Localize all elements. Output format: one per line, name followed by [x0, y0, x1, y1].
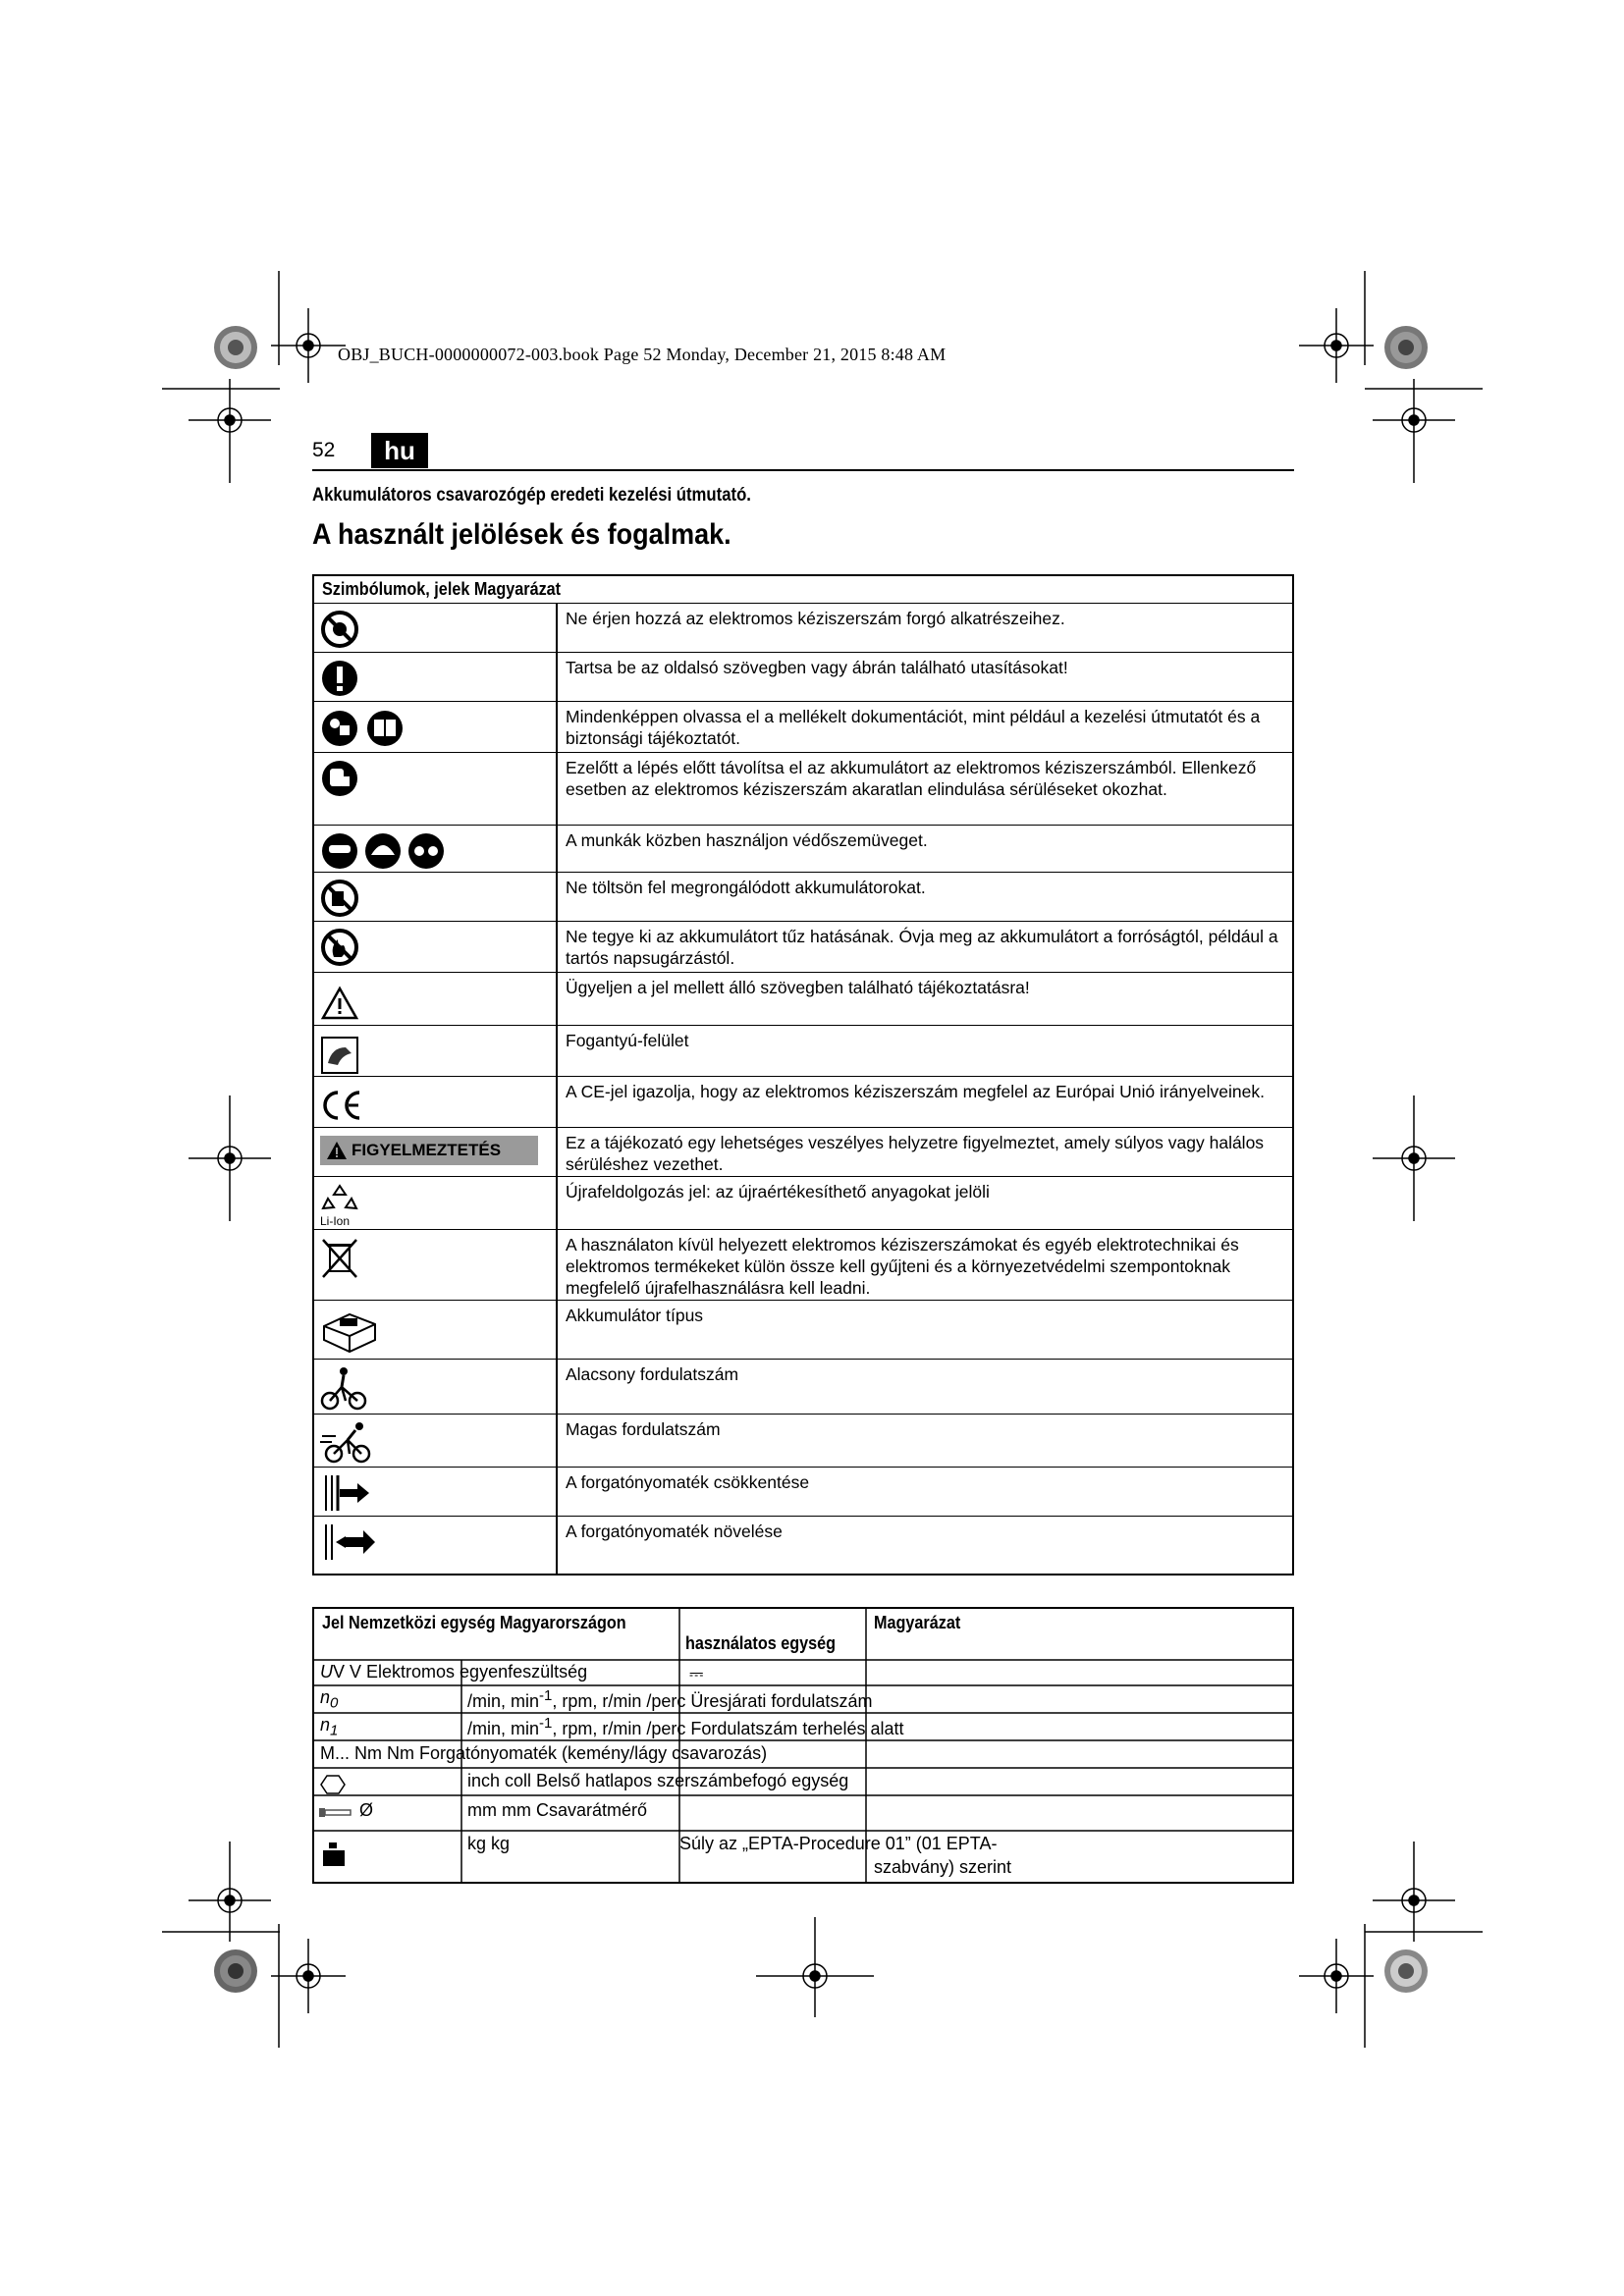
table-row [314, 1176, 1292, 1229]
table-row [314, 1414, 1292, 1467]
symbol-n1: n [320, 1715, 331, 1735]
table-row [314, 652, 1292, 701]
load-speed-unit-a: /min, min [467, 1719, 540, 1738]
ce-mark-icon [320, 1087, 369, 1126]
units-header-explanation: Magyarázat [874, 1613, 961, 1632]
row-description: Ez a tájékozató egy lehetséges veszélyes helyzetre figyelmeztet, amely súlyos vagy halálos sérüléshez vezethet. [566, 1133, 1265, 1174]
row-description: Akkumulátor típus [566, 1306, 704, 1325]
recycling-icon [320, 1183, 359, 1218]
symbols-table-header: Szimbólumok, jelek Magyarázat [322, 579, 562, 599]
row-description: Ne tegye ki az akkumulátort tűz hatásának. Óvja meg az akkumulátort a forróságtól, például a tartós napsugárzástól. [566, 927, 1278, 968]
table-row [314, 1516, 1292, 1574]
table-row [314, 1076, 1292, 1127]
table-row [314, 752, 1292, 825]
units-table [312, 1607, 1294, 1884]
table-row [314, 1359, 1292, 1414]
header-rule [312, 469, 1294, 471]
torque-decrease-icon [320, 1473, 373, 1513]
diameter-symbol: Ø [359, 1800, 374, 1820]
units-row-diameter: mm mm Csavarátmérő [467, 1800, 648, 1820]
row-description: Mindenképpen olvassa el a mellékelt dokumentációt, mint például a kezelési útmutatót és a biztonsági tájékoztatót. [566, 707, 1261, 748]
table-row [314, 1467, 1292, 1516]
symbols-table [312, 574, 1294, 1575]
load-speed-unit-sup: -1 [539, 1715, 553, 1732]
row-description: Magas fordulatszám [566, 1419, 721, 1439]
row-description: Fogantyú-felület [566, 1031, 689, 1050]
high-speed-bicycle-icon [320, 1420, 375, 1466]
li-ion-label: Li-Ion [320, 1214, 351, 1228]
units-row-load-speed [320, 1715, 338, 1739]
units-row-torque: M... Nm Nm Forgatónyomaték (kemény/lágy csavarozás) [320, 1743, 768, 1763]
warning-small-icon [326, 1141, 348, 1160]
load-speed-text [467, 1715, 903, 1739]
row-description: A CE-jel igazolja, hogy az elektromos kéziszerszám megfelel az Európai Unió irányelveinek. [566, 1082, 1265, 1101]
row-description: A használaton kívül helyezett elektromos kéziszerszámokat és egyéb elektrotechnikai és elektromos termékeket külön össze kell gyűjteni és a környezetvédelmi szempontoknak megfelelő újrafelhasználásra kell leadni. [566, 1235, 1239, 1298]
read-manual-icon [320, 708, 408, 749]
table-row [314, 1025, 1292, 1076]
torque-increase-icon [320, 1522, 379, 1562]
no-load-speed-text [467, 1687, 872, 1712]
units-row-weight-text-2: szabvány) szerint [874, 1857, 1012, 1877]
voltage-text: V V Elektromos egyenfeszültség [333, 1662, 588, 1682]
row-description: Ne töltsön fel megrongálódott akkumulátorokat. [566, 878, 926, 897]
row-description: Újrafeldolgozás jel: az újraértékesíthető anyagokat jelöli [566, 1182, 990, 1201]
units-row-voltage [320, 1662, 587, 1682]
weight-icon [322, 1841, 346, 1868]
no-touch-rotating-icon [320, 610, 359, 649]
battery-pack-icon [320, 1307, 379, 1354]
symbol-n0: n [320, 1687, 331, 1707]
crossed-bin-icon [320, 1236, 359, 1283]
print-header: OBJ_BUCH-0000000072-003.book Page 52 Monday, December 21, 2015 8:48 AM [338, 345, 947, 364]
row-description: Alacsony fordulatszám [566, 1364, 739, 1384]
table-row [314, 1300, 1292, 1359]
mandatory-instruction-icon [320, 659, 359, 698]
screw-diameter-icon [318, 1805, 353, 1819]
table-row [314, 872, 1292, 921]
warning-label: FIGYELMEZTETÉS [352, 1141, 502, 1159]
speed-unit-b: , rpm, r/min /perc Üresjárati fordulatszám [552, 1691, 873, 1711]
page-title: A használt jelölések és fogalmak. [312, 518, 731, 551]
warning-banner [320, 1136, 538, 1165]
table-row [314, 701, 1292, 752]
no-fire-battery-icon [320, 928, 359, 967]
row-description: A munkák közben használjon védőszemüveget. [566, 830, 928, 850]
dc-symbol: ⎓ [689, 1664, 704, 1683]
grip-surface-icon [320, 1036, 359, 1075]
table-row [314, 1229, 1292, 1300]
low-speed-bicycle-icon [320, 1365, 367, 1411]
symbol-u: U [320, 1662, 333, 1682]
row-description: Ügyeljen a jel mellett álló szövegben található tájékoztatásra! [566, 978, 1030, 997]
table-row [314, 972, 1292, 1025]
speed-unit-sup: -1 [539, 1687, 553, 1704]
units-row-weight-unit: kg kg [467, 1834, 511, 1853]
row-description: Ne érjen hozzá az elektromos kéziszerszám forgó alkatrészeihez. [566, 609, 1065, 628]
no-charge-damaged-battery-icon [320, 879, 359, 918]
row-description: A forgatónyomaték növelése [566, 1522, 783, 1541]
units-row-no-load-speed [320, 1687, 338, 1712]
warning-triangle-icon [320, 985, 359, 1024]
table-row [314, 603, 1292, 652]
table-row [314, 921, 1292, 972]
units-row-weight-text: Súly az „EPTA-Procedure 01” (01 EPTA- [679, 1834, 998, 1853]
units-header-hu-unit: használatos egység [685, 1633, 837, 1653]
row-description: Ezelőtt a lépés előtt távolítsa el az akkumulátort az elektromos kéziszerszámból. Ellenkező esetben az elektromos kéziszerszám akaratlan elindulása sérüléseket okozhat. [566, 758, 1257, 799]
table-row [314, 1127, 1292, 1176]
row-description: Tartsa be az oldalsó szövegben vagy ábrán található utasításokat! [566, 658, 1068, 677]
page-number: 52 [312, 439, 336, 461]
remove-battery-icon [320, 759, 359, 798]
manual-subtitle: Akkumulátoros csavarozógép eredeti kezelési útmutató. [312, 485, 751, 506]
table-row [314, 825, 1292, 872]
row-description: A forgatónyomaték csökkentése [566, 1472, 810, 1492]
speed-unit-a: /min, min [467, 1691, 540, 1711]
hexagon-socket-icon [320, 1774, 346, 1795]
symbol-n0-sub: 0 [330, 1694, 339, 1712]
units-row-hex: inch coll Belső hatlapos szerszámbefogó egység [467, 1771, 849, 1790]
protective-equipment-icon [320, 831, 448, 871]
load-speed-unit-b: , rpm, r/min /perc Fordulatszám terhelés alatt [552, 1719, 904, 1738]
language-badge: hu [371, 433, 428, 468]
units-header-symbol: Jel Nemzetközi egység Magyarországon [322, 1613, 626, 1632]
symbol-n1-sub: 1 [330, 1722, 339, 1739]
